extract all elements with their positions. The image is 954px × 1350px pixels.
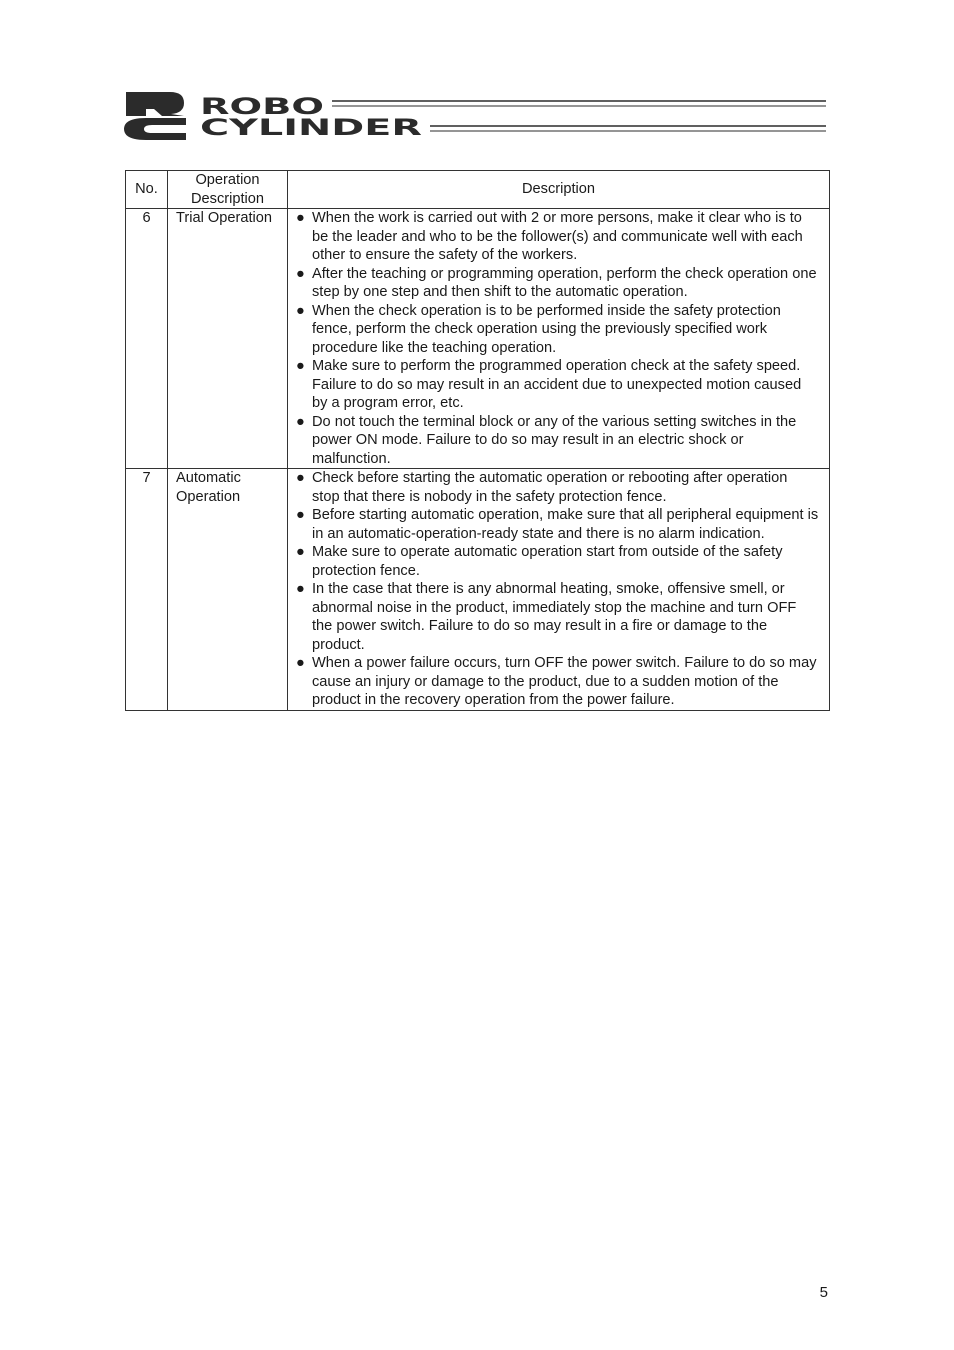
bullet-icon: ● [296,581,305,597]
list-item: ● When the work is carried out with 2 or more persons, make it clear who is to be the leader and who to be the follower(s) and communicate well with each other to ensure the safety of the workers. [296,210,803,263]
list-item: ● Before starting automatic operation, make sure that all peripheral equipment is in an automatic-operation-ready state and there is no alarm indication. [296,507,819,542]
list-item: ● In the case that there is any abnormal heating, smoke, offensive smell, or abnormal noise in the product, immediately stop the machine and turn OFF the power switch. Failure to do so may result in a fire or damage to the product. [296,581,797,653]
bullet-icon: ● [296,544,305,560]
rc-emblem-icon [124,92,186,140]
row-number: 6 [126,209,168,469]
list-item: ● Make sure to operate automatic operation start from outside of the safety protection fence. [296,544,783,579]
column-header-no: No. [126,171,168,209]
operation-name: Trial Operation [168,209,288,469]
bullet-icon: ● [296,413,305,430]
table-header-row [126,171,830,209]
column-header-description: Description [288,171,830,209]
list-item: ● Do not touch the terminal block or any of the various setting switches in the power ON mode. Failure to do so may result in an electric shock or malfunction. [296,413,797,467]
logo-text-cylinder: CYLINDER [200,116,423,141]
list-item: ● Make sure to perform the programmed operation check at the safety speed. Failure to do so may result in an accident due to unexpected motion caused by a program error, etc. [296,358,802,411]
bullet-icon: ● [296,507,305,523]
description-list [296,469,819,710]
row-number: 7 [126,469,168,711]
description-cell [288,209,830,469]
bullet-icon: ● [296,655,305,671]
operation-table [125,170,830,711]
description-cell [288,469,830,711]
logo-text-robo: ROBO [200,95,324,120]
bullet-icon: ● [296,470,305,486]
bullet-icon: ● [296,358,305,374]
bullet-icon: ● [296,210,305,226]
list-item: ● After the teaching or programming operation, perform the check operation one step by one step and then shift to the automatic operation. [296,265,817,300]
description-list [296,209,819,468]
operation-table-container [125,170,829,711]
page-number: 5 [819,1284,828,1301]
table-row [126,469,830,711]
list-item: ● Check before starting the automatic operation or rebooting after operation stop that there is nobody in the safety protection fence. [296,470,788,505]
robo-cylinder-logo [124,92,828,142]
operation-name: Automatic Operation [168,469,288,711]
list-item: ● When a power failure occurs, turn OFF the power switch. Failure to do so may cause an injury or damage to the product, due to a sudden motion of the product in the recovery operation from the power failure. [296,655,817,708]
bullet-icon: ● [296,302,305,319]
column-header-operation: Operation Description [168,171,288,209]
list-item: ● When the check operation is to be performed inside the safety protection fence, perform the check operation using the previously specified work procedure like the teaching operation. [296,302,781,356]
bullet-icon: ● [296,265,305,282]
table-row [126,209,830,469]
